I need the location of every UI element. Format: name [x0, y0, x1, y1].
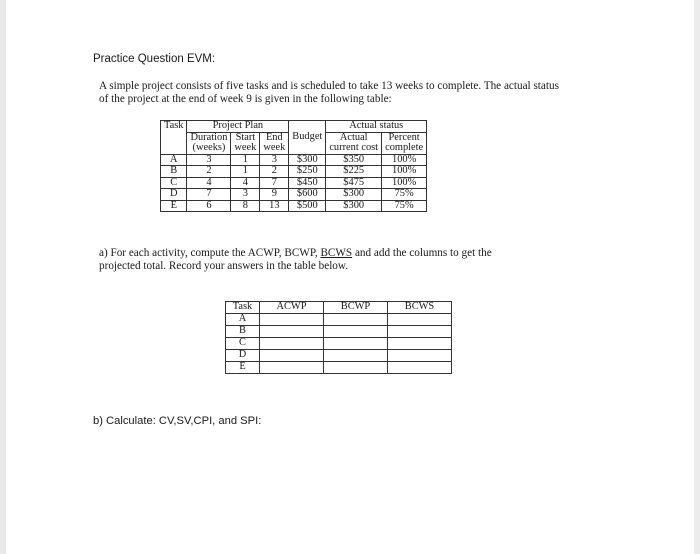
intro-paragraph: A simple project consists of five tasks and is scheduled to take 13 weeks to complete. The actual status of the project at the end of week 9 is given in the following table: [99, 80, 559, 105]
cell-actual: $300 [326, 189, 382, 201]
answer-header-task: Task [226, 302, 260, 314]
header-duration-unit: (weeks) [187, 143, 231, 154]
header-percent-unit: complete [382, 143, 427, 154]
cell-percent: 100% [382, 177, 427, 189]
answer-cell-acwp[interactable] [260, 350, 324, 362]
answer-row [226, 362, 452, 374]
header-actual-unit: current cost [326, 143, 382, 154]
group-header-project-plan: Project Plan [187, 121, 289, 133]
answer-row [226, 338, 452, 350]
answer-cell-bcwp[interactable] [324, 326, 388, 338]
answer-cell-acwp[interactable] [260, 314, 324, 326]
answer-task: B [226, 326, 260, 338]
answer-cell-bcws[interactable] [388, 338, 452, 350]
answer-row [226, 314, 452, 326]
cell-start: 8 [231, 200, 260, 212]
cell-budget: $500 [289, 200, 326, 212]
table-row [161, 189, 427, 201]
answer-header-bcws: BCWS [388, 302, 452, 314]
cell-duration: 2 [187, 166, 231, 178]
header-actual: Actual [326, 132, 382, 143]
answer-task: C [226, 338, 260, 350]
question-a-text-end: and add the columns to get the projected total. Record your answers in the table below. [99, 247, 492, 272]
cell-percent: 75% [382, 200, 427, 212]
cell-actual: $475 [326, 177, 382, 189]
answer-header-bcwp: BCWP [324, 302, 388, 314]
header-percent: Percent [382, 132, 427, 143]
cell-task: D [161, 189, 187, 201]
answer-cell-bcws[interactable] [388, 314, 452, 326]
table-row [161, 166, 427, 178]
header-end: End [260, 132, 289, 143]
cell-end: 2 [260, 166, 289, 178]
header-end-unit: week [260, 143, 289, 154]
answer-task: A [226, 314, 260, 326]
cell-budget: $450 [289, 177, 326, 189]
cell-budget: $600 [289, 189, 326, 201]
answer-cell-bcws[interactable] [388, 350, 452, 362]
cell-duration: 6 [187, 200, 231, 212]
answer-cell-acwp[interactable] [260, 362, 324, 374]
cell-end: 7 [260, 177, 289, 189]
cell-budget: $300 [289, 154, 326, 166]
cell-actual: $350 [326, 154, 382, 166]
cell-actual: $300 [326, 200, 382, 212]
answer-cell-bcwp[interactable] [324, 350, 388, 362]
answer-header-row [226, 302, 452, 314]
header-budget-spacer [289, 143, 326, 154]
cell-task: C [161, 177, 187, 189]
answer-cell-bcws[interactable] [388, 326, 452, 338]
cell-end: 9 [260, 189, 289, 201]
cell-task: B [161, 166, 187, 178]
question-b: b) Calculate: CV,SV,CPI, and SPI: [93, 415, 262, 427]
answer-task: E [226, 362, 260, 374]
header-duration: Duration [187, 132, 231, 143]
cell-end: 3 [260, 154, 289, 166]
table-row [161, 200, 427, 212]
answer-cell-acwp[interactable] [260, 326, 324, 338]
cell-budget: $250 [289, 166, 326, 178]
cell-task: A [161, 154, 187, 166]
answer-cell-bcws[interactable] [388, 362, 452, 374]
table-header-unit-row [161, 143, 427, 154]
question-a [99, 247, 529, 272]
cell-start: 4 [231, 177, 260, 189]
header-task-spacer [161, 132, 187, 143]
answer-cell-bcwp[interactable] [324, 314, 388, 326]
page-title: Practice Question EVM: [93, 53, 216, 65]
header-start: Start [231, 132, 260, 143]
cell-end: 13 [260, 200, 289, 212]
cell-actual: $225 [326, 166, 382, 178]
cell-start: 3 [231, 189, 260, 201]
cell-percent: 75% [382, 189, 427, 201]
header-start-unit: week [231, 143, 260, 154]
answer-cell-bcwp[interactable] [324, 338, 388, 350]
answer-cell-acwp[interactable] [260, 338, 324, 350]
cell-duration: 3 [187, 154, 231, 166]
cell-duration: 7 [187, 189, 231, 201]
table-row [161, 154, 427, 166]
question-a-underlined: BCWS [320, 247, 353, 259]
answer-row [226, 326, 452, 338]
answer-row [226, 350, 452, 362]
header-task: Task [161, 121, 187, 133]
cell-start: 1 [231, 154, 260, 166]
answer-task: D [226, 350, 260, 362]
question-a-text: a) For each activity, compute the ACWP, BCWP, [99, 247, 321, 259]
cell-percent: 100% [382, 166, 427, 178]
cell-start: 1 [231, 166, 260, 178]
cell-percent: 100% [382, 154, 427, 166]
answer-cell-bcwp[interactable] [324, 362, 388, 374]
table-row [161, 177, 427, 189]
header-task-spacer [161, 143, 187, 154]
project-plan-table [160, 120, 427, 212]
cell-task: E [161, 200, 187, 212]
group-header-actual-status: Actual status [326, 121, 427, 133]
cell-duration: 4 [187, 177, 231, 189]
answer-header-acwp: ACWP [260, 302, 324, 314]
header-budget: Budget [289, 132, 326, 143]
answer-table [225, 301, 452, 374]
